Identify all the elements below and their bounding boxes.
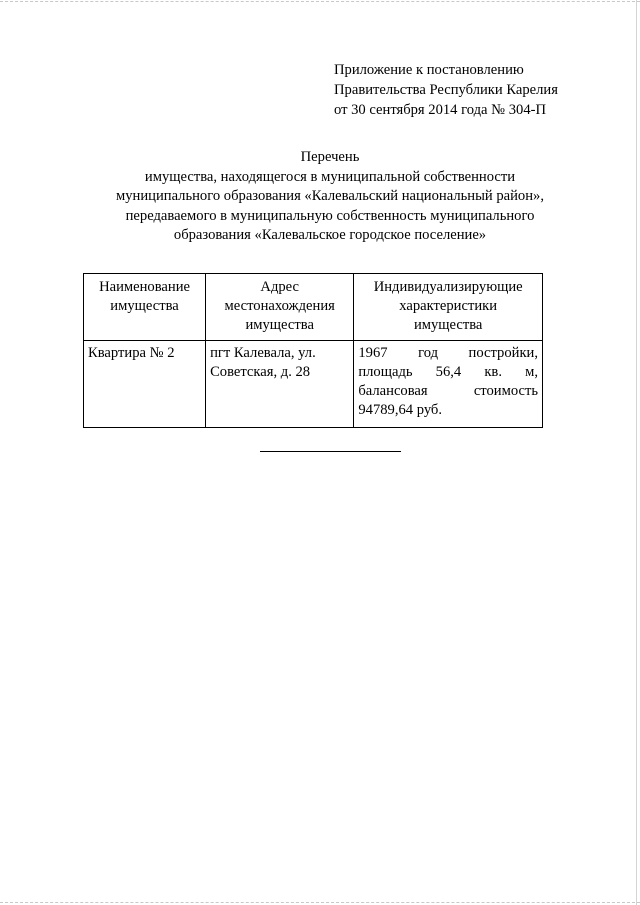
document-title: [60, 148, 600, 246]
header-address: Адрес местонахождения имущества: [206, 274, 354, 341]
table-header-row: [84, 274, 543, 341]
header-characteristics: Индивидуализирующие характеристики имущества: [354, 274, 543, 341]
annex-line-1: Приложение к постановлению: [334, 62, 524, 78]
cell-name: Квартира № 2: [84, 341, 206, 428]
header-name: Наименование имущества: [84, 274, 206, 341]
title-line-4: образования «Калевальское городское поселение»: [173, 227, 487, 243]
title-heading: Перечень: [300, 149, 360, 165]
property-table: [83, 273, 543, 428]
cell-address: пгт Калевала, ул. Советская, д. 28: [206, 341, 354, 428]
scan-top-edge: [0, 1, 640, 2]
scan-right-edge: [636, 0, 637, 905]
annex-line-3: от 30 сентября 2014 года № 304-П: [334, 102, 547, 118]
cell-characteristics: 1967 год постройки, площадь 56,4 кв. м, балансовая стоимость 94789,64 руб.: [354, 341, 543, 428]
annex-reference: [334, 60, 614, 120]
closing-separator-line: [260, 451, 401, 452]
title-line-3: передаваемого в муниципальную собственность муниципального: [125, 207, 535, 224]
title-line-1: имущества, находящегося в муниципальной собственности: [144, 168, 516, 185]
scan-bottom-edge: [0, 902, 640, 903]
table-row: [84, 341, 543, 428]
annex-line-2: Правительства Республики Карелия: [334, 82, 558, 98]
title-line-2: муниципального образования «Калевальский национальный район»,: [116, 188, 544, 204]
